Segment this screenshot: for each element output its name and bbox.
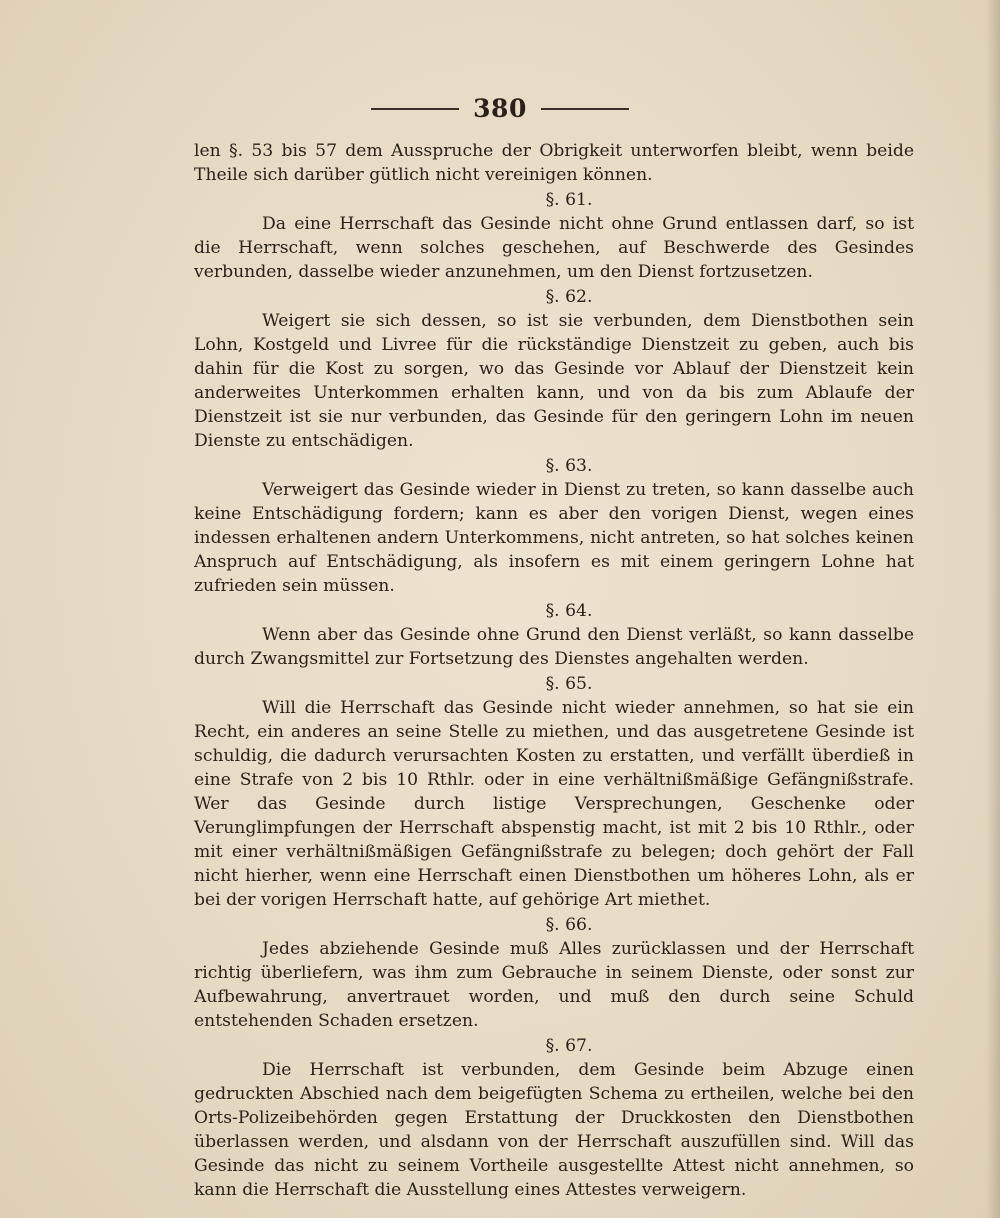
section-heading: §. 63.	[545, 456, 593, 476]
section-heading: §. 66.	[545, 915, 593, 935]
section-heading: §. 65.	[545, 674, 593, 694]
opening-paragraph: len §. 53 bis 57 dem Ausspruche der Obrigkeit unterworfen bleibt, wenn beide Theile sich darüber gütlich nicht vereinigen können.	[194, 141, 914, 185]
section-paragraph: Jedes abziehende Gesinde muß Alles zurücklassen und der Herrschaft richtig überliefern, was ihm zum Gebrauche in seinem Dienste, oder sonst zur Aufbewahrung, anvertrauet worden, und muß den durch seine Schuld entstehenden Schaden ersetzen.	[194, 939, 914, 1031]
section-paragraph: Weigert sie sich dessen, so ist sie verbunden, dem Dienstbothen sein Lohn, Kostgeld und Livree für die rückständige Dienstzeit zu geben, auch bis dahin für die Kost zu sorgen, wo das Gesinde vor Ablauf der Dienstzeit kein anderweites Unterkommen erhalten kann, und von da bis zum Ablaufe der Dienstzeit ist sie nur verbunden, das Gesinde für den geringern Lohn im neuen Dienste zu entschädigen.	[194, 311, 914, 451]
section-heading: §. 61.	[545, 190, 593, 210]
section-paragraph: Wenn aber das Gesinde ohne Grund den Dienst verläßt, so kann dasselbe durch Zwangsmittel zur Fortsetzung des Dienstes angehalten werden.	[194, 625, 914, 669]
page-header	[0, 94, 1000, 123]
page-edge-shadow	[986, 0, 1000, 1218]
section-paragraph: Die Herrschaft ist verbunden, dem Gesinde beim Abzuge einen gedruckten Abschied nach dem beigefügten Schema zu ertheilen, welche bei den Orts-Polizeibehörden gegen Erstattung der Druckkosten den Dienstbothen überlassen werden, und alsdann von der Herrschaft auszufüllen sind. Will das Gesinde das nicht zu seinem Vortheile ausgestellte Attest nicht annehmen, so kann die Herrschaft die Ausstellung eines Attestes verweigern.	[194, 1060, 914, 1200]
section-paragraph: Will die Herrschaft das Gesinde nicht wieder annehmen, so hat sie ein Recht, ein anderes an seine Stelle zu miethen, und das ausgetretene Gesinde ist schuldig, die dadurch verursachten Kosten zu erstatten, und verfällt überdieß in eine Strafe von 2 bis 10 Rthlr. oder in eine verhältnißmäßige Gefängnißstrafe. Wer das Gesinde durch listige Versprechungen, Geschenke oder Verunglimpfungen der Herrschaft abspenstig macht, ist mit 2 bis 10 Rthlr., oder mit einer verhältnißmäßigen Gefängnißstrafe zu belegen; doch gehört der Fall nicht hierher, wenn eine Herrschaft einen Dienstbothen um höheres Lohn, als er bei der vorigen Herrschaft hatte, auf gehörige Art miethet.	[194, 698, 914, 910]
section-paragraph: Verweigert das Gesinde wieder in Dienst zu treten, so kann dasselbe auch keine Entschädigung fordern; kann es aber den vorigen Dienst, wegen eines indessen erhaltenen andern Unterkommens, nicht antreten, so hat solches keinen Anspruch auf Entschädigung, als insofern es mit einem geringern Lohne hat zufrieden sein müssen.	[194, 480, 914, 596]
section-heading: §. 62.	[545, 287, 593, 307]
right-rule	[541, 108, 629, 110]
section-heading: §. 67.	[545, 1036, 593, 1056]
section-heading: §. 64.	[545, 601, 593, 621]
page-body	[194, 139, 914, 1202]
page-number: 380	[473, 94, 527, 123]
section-paragraph: Da eine Herrschaft das Gesinde nicht ohne Grund entlassen darf, so ist die Herrschaft, wenn solches geschehen, auf Beschwerde des Gesindes verbunden, dasselbe wieder anzunehmen, um den Dienst fortzusetzen.	[194, 214, 914, 282]
left-rule	[371, 108, 459, 110]
